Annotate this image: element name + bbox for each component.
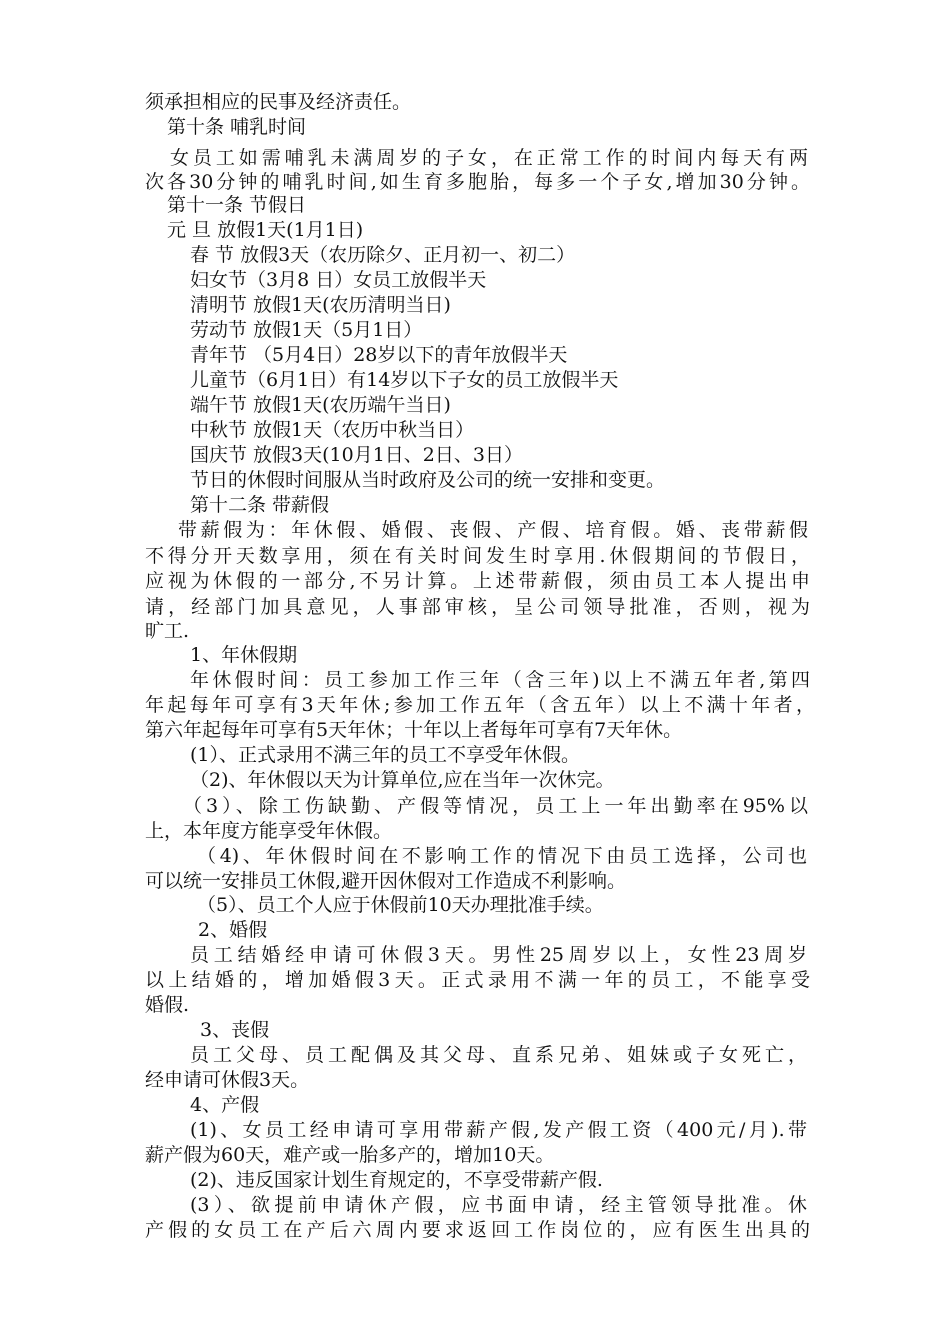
holiday-line: 端午节 放假1天(农历端午当日) bbox=[190, 394, 451, 416]
article-heading: 第十一条 节假日 bbox=[167, 194, 307, 216]
text-line: 应视为休假的一部分,不另计算。上述带薪假，须由员工本人提出申 bbox=[145, 570, 810, 592]
text-line: 经申请可休假3天。 bbox=[145, 1069, 310, 1091]
text-line: （2)、年休假以天为计算单位,应在当年一次休完。 bbox=[190, 769, 615, 791]
text-line: 薪产假为60天，难产或一胎多产的，增加10天。 bbox=[145, 1144, 555, 1166]
text-line: 节日的休假时间服从当时政府及公司的统一安排和变更。 bbox=[190, 469, 666, 491]
text-line: 产假的女员工在产后六周内要求返回工作岗位的，应有医生出具的 bbox=[145, 1219, 810, 1241]
text-line: (1）、正式录用不满三年的员工不享受年休假。 bbox=[190, 744, 581, 766]
holiday-line: 清明节 放假1天(农历清明当日) bbox=[190, 294, 451, 316]
holiday-line: 元 旦 放假1天(1月1日) bbox=[167, 219, 364, 241]
text-line: （5）、员工个人应于休假前10天办理批准手续。 bbox=[197, 894, 604, 916]
text-line: (3）、欲提前申请休产假，应书面申请，经主管领导批准。休 bbox=[190, 1194, 807, 1216]
section-heading: 4、产假 bbox=[190, 1094, 260, 1116]
text-line: 第六年起每年可享有5天年休；十年以上者每年可享有7天年休。 bbox=[145, 719, 683, 741]
holiday-line: 春 节 放假3天（农历除夕、正月初一、初二） bbox=[190, 244, 576, 266]
text-line: 以上结婚的，增加婚假3天。正式录用不满一年的员工，不能享受 bbox=[145, 969, 810, 991]
text-line: (1)、女员工经申请可享用带薪产假,发产假工资（400元/月).带 bbox=[190, 1119, 807, 1141]
section-heading: 2、婚假 bbox=[198, 919, 268, 941]
holiday-line: 妇女节（3月8 日）女员工放假半天 bbox=[190, 269, 487, 291]
section-heading: 3、丧假 bbox=[200, 1019, 270, 1041]
text-line: 旷工. bbox=[145, 620, 190, 642]
text-line: （3）、除工伤缺勤、产假等情况，员工上一年出勤率在95%以 bbox=[183, 795, 808, 817]
text-line: 员工父母、员工配偶及其父母、直系兄弟、姐妹或子女死亡， bbox=[190, 1044, 807, 1066]
text-line: 可以统一安排员工休假,避开因休假对工作造成不利影响。 bbox=[145, 870, 627, 892]
text-line: 年休假时间：员工参加工作三年（含三年)以上不满五年者,第四 bbox=[190, 669, 810, 691]
text-line: 须承担相应的民事及经济责任。 bbox=[145, 91, 412, 113]
article-heading: 第十二条 带薪假 bbox=[190, 494, 330, 516]
holiday-line: 国庆节 放假3天(10月1日、2日、3日） bbox=[190, 444, 523, 466]
holiday-line: 中秋节 放假1天（农历中秋当日） bbox=[190, 419, 475, 441]
text-line: 带薪假为：年休假、婚假、丧假、产假、培育假。婚、丧带薪假 bbox=[178, 519, 808, 541]
text-line: 次各30分钟的哺乳时间,如生育多胞胎，每多一个子女,增加30分钟。 bbox=[145, 171, 810, 193]
holiday-line: 劳动节 放假1天（5月1日） bbox=[190, 319, 423, 341]
text-line: （4)、年休假时间在不影响工作的情况下由员工选择，公司也 bbox=[197, 845, 807, 867]
text-line: (2)、违反国家计划生育规定的，不享受带薪产假. bbox=[190, 1169, 603, 1191]
text-line: 女员工如需哺乳未满周岁的子女，在正常工作的时间内每天有两 bbox=[170, 147, 808, 169]
holiday-line: 青年节 （5月4日）28岁以下的青年放假半天 bbox=[190, 344, 568, 366]
article-heading: 第十条 哺乳时间 bbox=[167, 116, 307, 138]
text-line: 上，本年度方能享受年休假。 bbox=[145, 820, 393, 842]
text-line: 婚假. bbox=[145, 994, 190, 1016]
text-line: 请，经部门加具意见，人事部审核，呈公司领导批准，否则，视为 bbox=[145, 596, 810, 618]
text-line: 年起每年可享有3天年休;参加工作五年（含五年）以上不满十年者， bbox=[145, 694, 815, 716]
holiday-line: 儿童节（6月1日）有14岁以下子女的员工放假半天 bbox=[190, 369, 619, 391]
section-heading: 1、年休假期 bbox=[190, 644, 298, 666]
text-line: 不得分开天数享用，须在有关时间发生时享用.休假期间的节假日， bbox=[145, 545, 810, 567]
text-line: 员工结婚经申请可休假3天。男性25周岁以上，女性23周岁 bbox=[190, 944, 807, 966]
